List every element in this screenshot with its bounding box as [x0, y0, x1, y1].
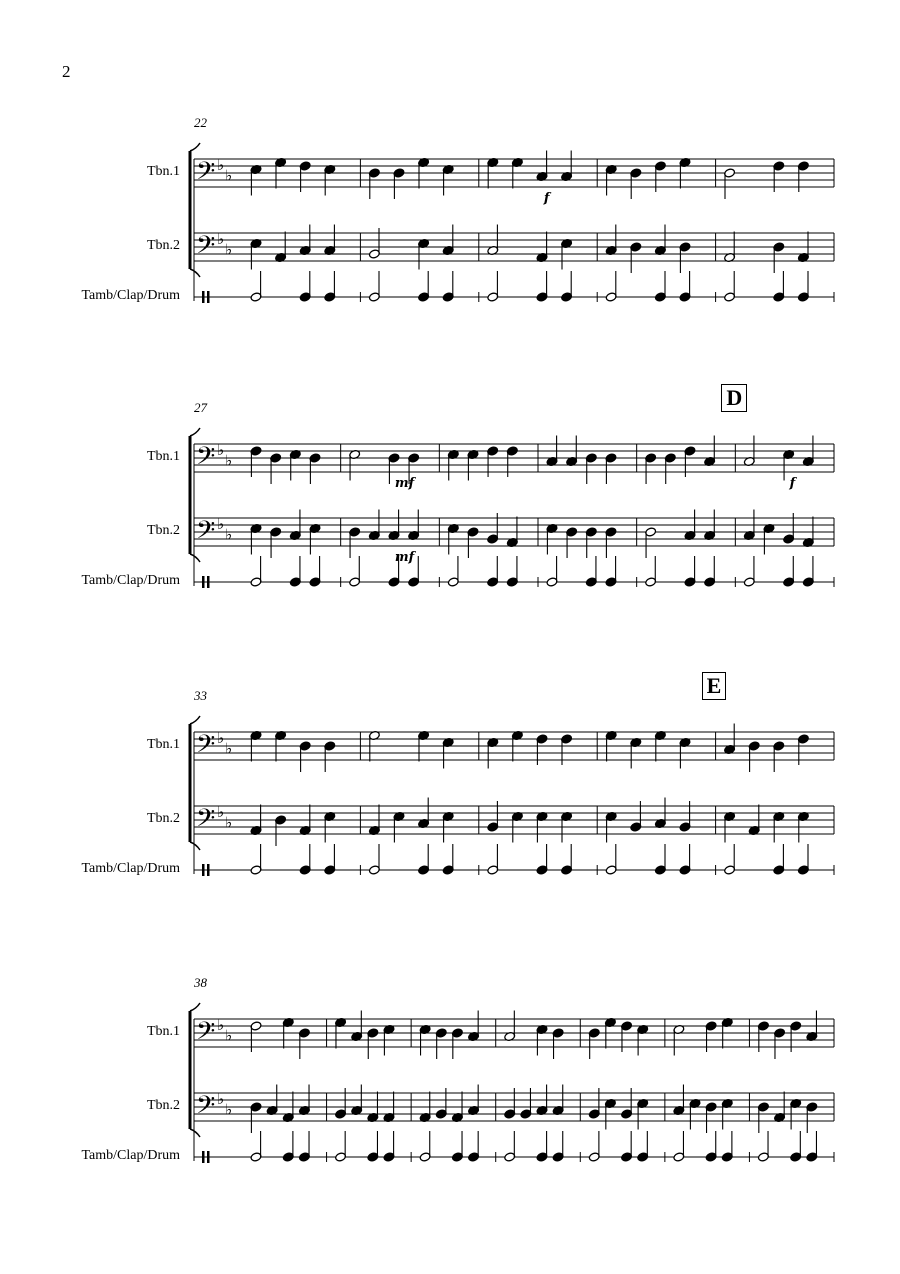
flat-icon: ♭ [217, 1016, 225, 1034]
measure-number: 38 [194, 975, 207, 990]
part-label: Tamb/Clap/Drum [81, 573, 180, 588]
percussion-clef-icon [207, 864, 210, 876]
bass-clef-icon: 𝄢 [196, 442, 216, 477]
score-system [0, 975, 900, 1190]
dynamic-marking: f [543, 191, 550, 206]
measure-number: 22 [194, 115, 207, 130]
system-notation [0, 400, 900, 615]
percussion-clef-icon [207, 576, 210, 588]
flat-icon: ♭ [217, 803, 225, 821]
measure-number: 27 [194, 400, 207, 415]
part-label: Tamb/Clap/Drum [81, 1148, 180, 1163]
percussion-clef-icon [202, 864, 205, 876]
flat-icon: ♭ [217, 156, 225, 174]
part-label: Tamb/Clap/Drum [81, 861, 180, 876]
percussion-clef-icon [202, 1151, 205, 1163]
part-label: Tbn.2 [146, 811, 180, 826]
flat-icon: ♭ [217, 230, 225, 248]
bracket-hook [190, 143, 200, 151]
bass-clef-icon: 𝄢 [196, 1017, 216, 1052]
part-label: Tbn.1 [146, 1024, 180, 1039]
percussion-clef-icon [202, 291, 205, 303]
dynamic-marking: f [789, 476, 796, 491]
bracket-hook [190, 269, 200, 277]
flat-icon: ♭ [225, 1100, 233, 1119]
score-system [0, 385, 900, 615]
bracket-hook [190, 1129, 200, 1137]
flat-icon: ♭ [217, 1090, 225, 1108]
part-label: Tbn.2 [146, 238, 180, 253]
bass-clef-icon: 𝄢 [196, 804, 216, 839]
rehearsal-mark: E [702, 672, 727, 700]
bracket-hook [190, 716, 200, 724]
score-system [0, 115, 900, 330]
system-notation [0, 688, 900, 903]
dynamic-marking: mf [394, 550, 415, 565]
flat-icon: ♭ [217, 729, 225, 747]
system-notation [0, 975, 900, 1190]
flat-icon: ♭ [225, 240, 233, 259]
bass-clef-icon: 𝄢 [196, 231, 216, 266]
bass-clef-icon: 𝄢 [196, 730, 216, 765]
part-label: Tbn.2 [146, 1098, 180, 1113]
bass-clef-icon: 𝄢 [196, 516, 216, 551]
percussion-clef-icon [207, 291, 210, 303]
part-label: Tbn.1 [146, 737, 180, 752]
part-label: Tbn.2 [146, 523, 180, 538]
part-label: Tamb/Clap/Drum [81, 288, 180, 303]
flat-icon: ♭ [217, 515, 225, 533]
bracket-hook [190, 842, 200, 850]
flat-icon: ♭ [225, 813, 233, 832]
rehearsal-mark: D [721, 384, 747, 412]
flat-icon: ♭ [225, 1026, 233, 1045]
bass-clef-icon: 𝄢 [196, 1091, 216, 1126]
part-label: Tbn.1 [146, 449, 180, 464]
flat-icon: ♭ [225, 166, 233, 185]
bass-clef-icon: 𝄢 [196, 157, 216, 192]
flat-icon: ♭ [225, 451, 233, 470]
percussion-clef-icon [207, 1151, 210, 1163]
bracket-hook [190, 428, 200, 436]
percussion-clef-icon [202, 576, 205, 588]
page-number: 2 [62, 62, 71, 81]
bracket-hook [190, 1003, 200, 1011]
measure-number: 33 [194, 688, 207, 703]
flat-icon: ♭ [225, 739, 233, 758]
dynamic-marking: mf [394, 476, 415, 491]
flat-icon: ♭ [225, 525, 233, 544]
score-system [0, 673, 900, 903]
flat-icon: ♭ [217, 441, 225, 459]
bracket-hook [190, 554, 200, 562]
part-label: Tbn.1 [146, 164, 180, 179]
system-notation [0, 115, 900, 330]
